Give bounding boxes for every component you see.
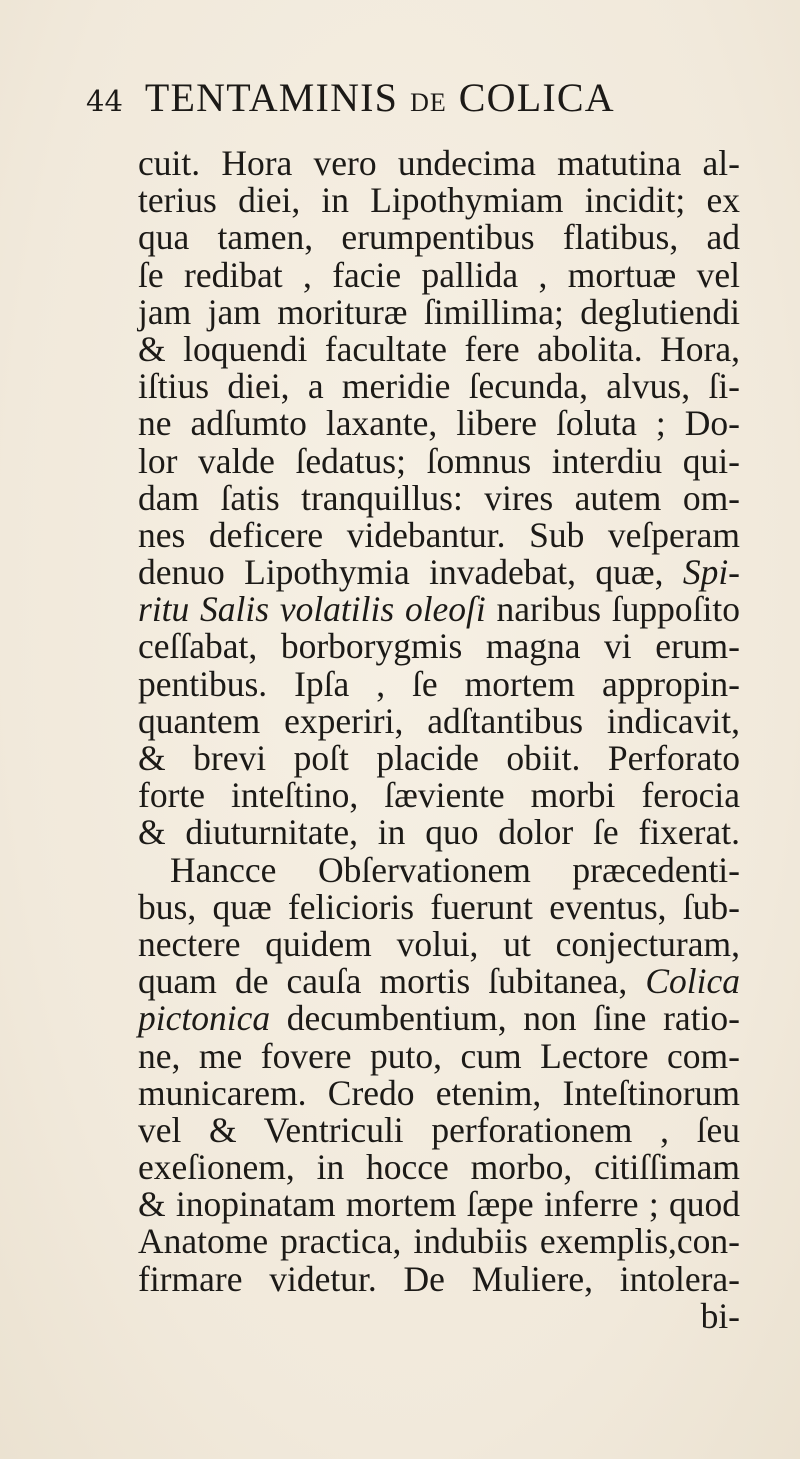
- text-run: bus, quæ felicioris fuerunt eventus, ſub-: [138, 886, 740, 927]
- running-title-small: DE: [410, 88, 447, 117]
- text-line: [138, 405, 740, 442]
- text-line: [138, 886, 740, 927]
- text-run: Hancce Obſervationem præcedenti-: [170, 849, 740, 890]
- text-run: quantem experiri, adſtantibus indicavit,: [138, 700, 740, 741]
- text-line: [138, 368, 740, 405]
- body-text: [138, 145, 740, 1335]
- italic-text: Spi-: [682, 552, 740, 593]
- page-number: 44: [86, 84, 123, 118]
- text-line: [138, 1258, 740, 1299]
- text-line: [138, 145, 740, 182]
- running-head: [86, 74, 726, 134]
- text-line: [138, 1149, 740, 1186]
- text-run: jam jam morituræ ſimillima; deglutiendi: [138, 291, 740, 332]
- text-line: [138, 814, 740, 851]
- text-line: [138, 219, 740, 256]
- text-line: [138, 477, 740, 518]
- text-line: [138, 777, 740, 814]
- text-line: [138, 1035, 740, 1076]
- text-run: vel & Ventriculi perforationem , ſeu: [138, 1109, 740, 1150]
- text-run: bi-: [700, 1295, 740, 1336]
- text-run: qua tamen, erumpentibus flatibus, ad: [138, 217, 740, 258]
- text-line: [138, 328, 740, 369]
- text-line: [138, 849, 740, 890]
- italic-text: pictonica: [138, 998, 271, 1039]
- text-run: nes deficere videbantur. Sub veſperam: [138, 514, 740, 555]
- text-run: & diuturnitate, in quo dolor ſe fixerat.: [138, 812, 740, 853]
- text-line: [138, 1186, 740, 1223]
- text-line: [138, 700, 740, 741]
- text-line: [138, 591, 740, 628]
- text-run: naribus ſuppoſito: [485, 589, 740, 630]
- catchword: [138, 1295, 740, 1336]
- text-run: lor valde ſedatus; ſomnus interdiu qui-: [138, 440, 740, 481]
- text-run: ſe redibat , facie pallida , mortuæ vel: [138, 254, 740, 295]
- text-line: [138, 663, 740, 704]
- text-run: ceſſabat, borborygmis magna vi erum-: [138, 626, 740, 667]
- text-line: [138, 514, 740, 555]
- text-line: [138, 628, 740, 665]
- text-run: ne, me fovere puto, cum Lectore com-: [138, 1035, 740, 1076]
- text-run: exeſionem, in hocce morbo, citiſſimam: [138, 1147, 740, 1188]
- text-run: denuo Lipothymia invadebat, quæ,: [138, 552, 683, 593]
- text-run: dam ſatis tranquillus: vires autem om-: [138, 477, 740, 518]
- text-line: [138, 254, 740, 295]
- running-title-part2: COLICA: [458, 75, 615, 120]
- running-title-part1: TENTAMINIS: [144, 75, 399, 120]
- text-run: cuit. Hora vero undecima matutina al-: [138, 143, 740, 183]
- text-line: [138, 1072, 740, 1113]
- text-line: [138, 1223, 740, 1260]
- text-run: municarem. Credo etenim, Inteſtinorum: [138, 1072, 740, 1113]
- text-line: [138, 291, 740, 332]
- text-run: iſtius diei, a meridie ſecunda, alvus, ſi-: [138, 366, 740, 407]
- text-run: pentibus. Ipſa , ſe mortem appropin-: [138, 663, 740, 704]
- italic-text: ritu Salis volatilis oleoſi: [138, 589, 486, 630]
- text-run: & inopinatam mortem ſæpe inferre ; quod: [138, 1184, 740, 1225]
- text-line: [138, 182, 740, 219]
- text-run: nectere quidem volui, ut conjecturam,: [138, 923, 740, 964]
- text-run: & loquendi facultate fere abolita. Hora,: [138, 328, 740, 369]
- italic-text: Colica: [645, 961, 740, 1002]
- text-run: forte inteſtino, ſæviente morbi ferocia: [138, 775, 740, 816]
- text-run: decumbentium, non ſine ratio-: [270, 998, 740, 1039]
- text-run: terius diei, in Lipothymiam incidit; ex: [138, 180, 740, 221]
- text-run: & brevi poſt placide obiit. Perforato: [138, 738, 740, 778]
- text-line: [138, 440, 740, 481]
- text-run: Anatome practica, indubiis exemplis,con-: [138, 1221, 740, 1262]
- text-run: ne adſumto laxante, libere ſoluta ; Do-: [138, 403, 740, 444]
- text-line: [138, 923, 740, 964]
- text-line: [138, 1109, 740, 1150]
- text-line: [138, 554, 740, 591]
- text-line: [138, 740, 740, 777]
- text-line: [138, 1000, 740, 1037]
- text-run: firmare videtur. De Muliere, intolera-: [138, 1258, 740, 1299]
- text-line: [138, 963, 740, 1000]
- text-run: quam de cauſa mortis ſubitanea,: [138, 961, 646, 1002]
